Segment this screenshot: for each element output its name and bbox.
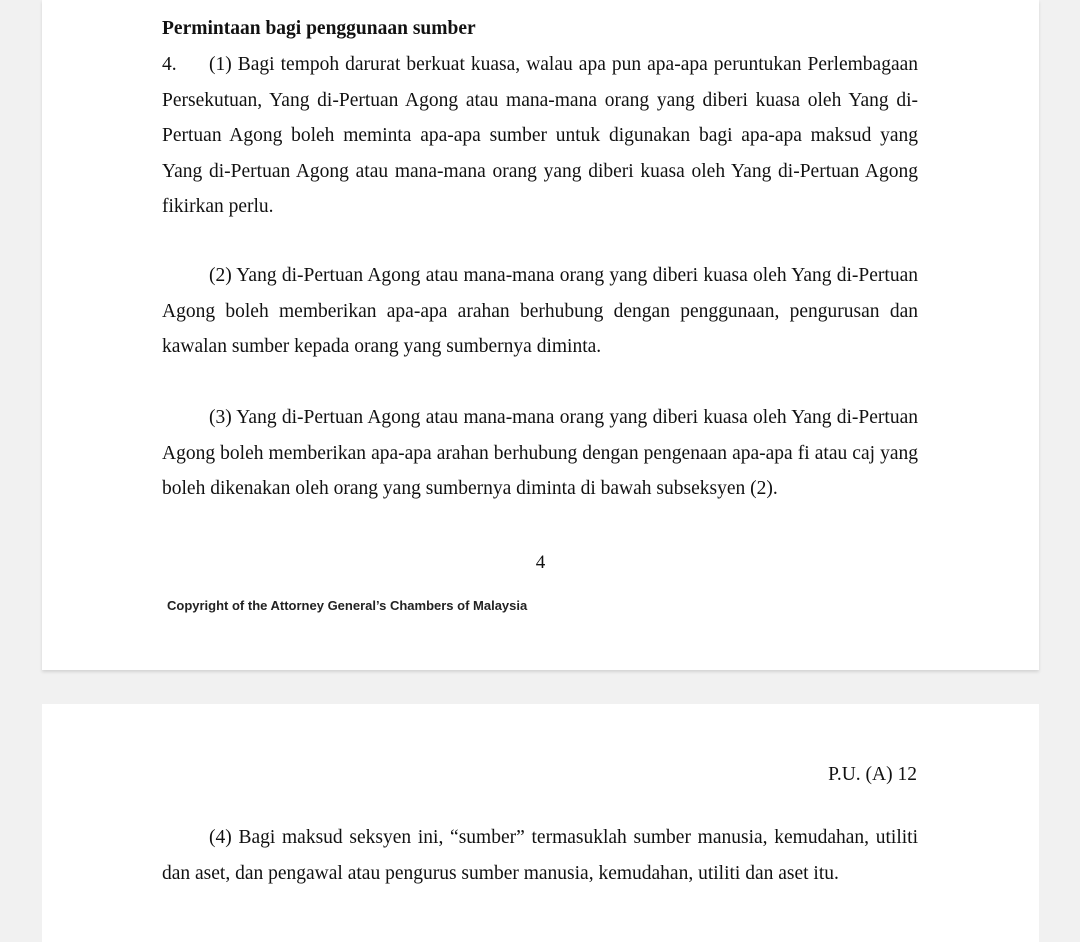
section-number: 4. [162, 54, 177, 75]
copyright-notice: Copyright of the Attorney General’s Chambers of Malaysia [167, 598, 528, 613]
section-heading: Permintaan bagi penggunaan sumber [162, 18, 476, 39]
paragraph-1 [162, 47, 918, 225]
document-page-1 [42, 0, 1039, 670]
paragraph-4: (4) Bagi maksud seksyen ini, “sumber” termasuklah sumber manusia, kemudahan, utiliti dan aset, dan pengawal atau pengurus sumber manusia, kemudahan, utiliti dan aset itu. [162, 827, 918, 884]
document-page-2 [42, 704, 1039, 942]
document-reference: P.U. (A) 12 [828, 764, 917, 785]
paragraph-2: (2) Yang di-Pertuan Agong atau mana-mana orang yang diberi kuasa oleh Yang di-Pertuan Agong boleh memberikan apa-apa arahan berhubung dengan penggunaan, pengurusan dan kawalan sumber kepada orang yang sumbernya diminta. [162, 265, 918, 358]
paragraph-1-text: (1) Bagi tempoh darurat berkuat kuasa, walau apa pun apa-apa peruntukan Perlembagaan Persekutuan, Yang di-Pertuan Agong atau mana-mana orang yang diberi kuasa oleh Yang di-Pertuan Agong boleh meminta apa-apa sumber untuk digunakan bagi apa-apa maksud yang Yang di-Pertuan Agong atau mana-mana orang yang diberi kuasa oleh Yang di-Pertuan Agong fikirkan perlu. [162, 54, 918, 218]
paragraph-3: (3) Yang di-Pertuan Agong atau mana-mana orang yang diberi kuasa oleh Yang di-Pertuan Agong boleh memberikan apa-apa arahan berhubung dengan pengenaan apa-apa fi atau caj yang boleh dikenakan oleh orang yang sumbernya diminta di bawah subseksyen (2). [162, 407, 918, 500]
page-number: 4 [535, 552, 546, 573]
